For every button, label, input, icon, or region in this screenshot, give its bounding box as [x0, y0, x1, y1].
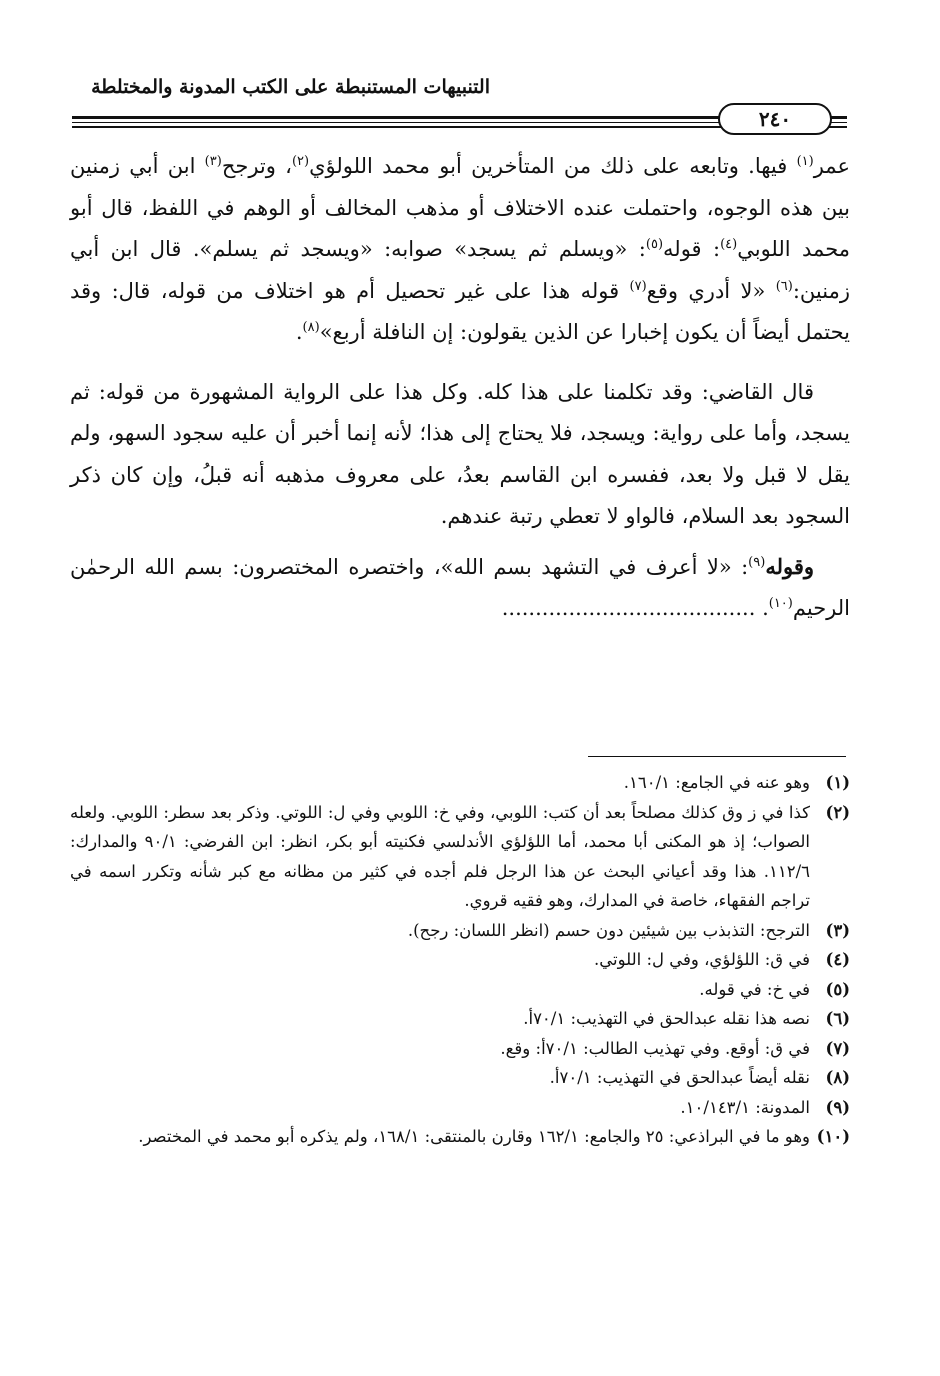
- footnote-number: (٨): [825, 1068, 850, 1087]
- lead-word: وقوله: [765, 553, 814, 579]
- footnotes: [70, 768, 850, 1152]
- footnote-text: الترجح: التذبذب بين شيئين دون حسم (انظر اللسان: رجح).: [407, 920, 810, 940]
- footnote-text: كذا في ز وق كذلك مصلحاً بعد أن كتب: اللوبي، وفي خ: اللوبي وفي ل: اللوتي. وذكر بعد سطر: اللوبي. ولعله الصواب؛ إذ هو المكنى أبا محمد، أما اللؤلؤي الأندلسي فكنيته أبو بكر، انظر: ابن الفرضي: ٩٠/١ والمدارك: ١١٢/٦. هذا وقد أعياني البحث عن هذا الرجل فلم أجده في كثير من مظانه مع كبر شأنه وتكرر اسمه في تراجم الفقهاء، خاصة في المدارك، وهو فقيه قروي.: [70, 802, 810, 910]
- text-run: قوله هذا على غير تحصيل أم هو اختلاف من قوله، قال: وقد يحتمل أيضاً أن يكون إخبارا عن الذين يقولون: إن النافلة أربع»: [70, 278, 850, 344]
- footnote-ref: (٩): [748, 554, 766, 570]
- footnote-number: (٣): [825, 920, 850, 940]
- footnote-ref: (٤): [720, 237, 738, 252]
- footnote: [70, 1093, 850, 1123]
- footnote-text: في ق: أوقع. وفي تهذيب الطالب: ٧٠/١أ: وقع.: [500, 1038, 810, 1058]
- footnote-ref: (٧): [629, 278, 647, 294]
- footnote: [70, 798, 850, 916]
- footnote-text: وهو عنه في الجامع: ١٦٠/١.: [623, 773, 810, 792]
- footnote-text: نقله أيضاً عبدالحق في التهذيب: ٧٠/١أ.: [549, 1068, 810, 1087]
- text-run: : «ويسلم ثم يسجد» صوابه: «ويسجد ثم يسلم». قال ابن أبي زمنين:: [70, 237, 850, 303]
- text-run: فيها. وتابعه على ذلك من المتأخرين أبو محمد اللولؤي: [309, 154, 797, 178]
- footnote: [70, 916, 850, 946]
- running-title: التنبيهات المستنبطة على الكتب المدونة والمختلطة: [91, 76, 490, 98]
- main-text: [70, 146, 850, 630]
- text-run: «لا أدري وقع: [646, 278, 776, 303]
- text-run: : قوله: [663, 237, 721, 261]
- footnote-ref: (٨): [302, 320, 320, 335]
- footnote-text: في خ: في قوله.: [699, 979, 810, 999]
- footnote-ref: (٢): [291, 154, 310, 169]
- text-run: .: [295, 320, 303, 344]
- paragraph-1: [70, 146, 850, 354]
- footnote-text: نصه هذا نقله عبدالحق في التهذيب: ٧٠/١أ.: [523, 1009, 810, 1028]
- text-run: .: [755, 596, 769, 620]
- paragraph-3: [70, 546, 850, 630]
- footnote-ref: (١٠): [768, 596, 793, 611]
- dot-leader: ......................................: [501, 596, 756, 620]
- text-run: عمر: [813, 154, 850, 178]
- footnote: [70, 1034, 850, 1064]
- text-run: ابن أبي زمنين بين هذه الوجوه، واحتملت عنده الاختلاف أو مذهب المخالف أو الوهم في اللفظ، قال أبو محمد اللوبي: [70, 154, 850, 261]
- footnote-ref: (٣): [204, 154, 222, 169]
- footnote-number: (٦): [825, 1009, 850, 1028]
- footnote-ref: (٥): [645, 237, 664, 252]
- footnote-number: (٥): [825, 979, 850, 999]
- footnote-text: وهو ما في البراذعي: ٢٥ والجامع: ١٦٢/١ وقارن بالمنتقى: ١٦٨/١، ولم يذكره أبو محمد في المختصر.: [138, 1127, 810, 1146]
- footnote-number: (٧): [825, 1038, 850, 1058]
- footnote-number: (١): [825, 773, 850, 792]
- paragraph-2: قال القاضي: وقد تكلمنا على هذا كله. وكل هذا على الرواية المشهورة من قوله: ثم يسجد، وأما على رواية: ويسجد، فلا يحتاج إلى هذا؛ لأنه إنما أخبر أن عليه سجود السهو، ولم يقل لا قبل ولا بعد، ففسره ابن القاسم بعدُ، على معروف مذهبه أنه قبلُ، وإن كان ذكر السجود بعد السلام، فالواو لا تعطي رتبة عندهم.: [70, 379, 850, 528]
- text-run: ، وترجح: [221, 154, 292, 178]
- footnote: [70, 975, 850, 1005]
- footnote-number: (٤): [825, 950, 850, 969]
- footnote: [70, 945, 850, 975]
- footnote-number: (١٠): [816, 1127, 850, 1146]
- footnote-number: (٩): [825, 1097, 850, 1117]
- footnote-number: (٢): [825, 802, 850, 822]
- footnote-text: المدونة: ١٠/١٤٣/١.: [680, 1097, 810, 1117]
- footnote: [70, 1122, 850, 1152]
- footnote-text: في ق: اللؤلؤي، وفي ل: اللوتي.: [594, 950, 810, 969]
- page-number: ٢٤٠: [718, 103, 832, 135]
- footnote: [70, 768, 850, 798]
- footnote: [70, 1063, 850, 1093]
- footnote-separator: [588, 756, 846, 757]
- footnote-ref: (١): [796, 154, 814, 169]
- footnote-ref: (٦): [775, 278, 793, 294]
- footnote: [70, 1004, 850, 1034]
- text-run: : «لا أعرف في التشهد بسم الله»، واختصره المختصرون: بسم الله الرحمٰن الرحيم: [70, 554, 850, 620]
